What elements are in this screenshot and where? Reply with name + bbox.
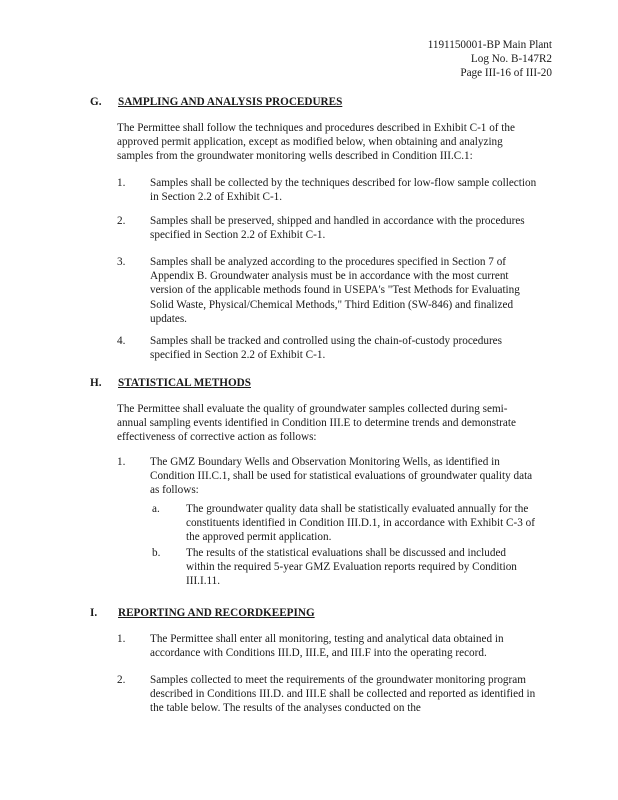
section-letter: I. xyxy=(90,607,98,619)
item-number: 2. xyxy=(117,215,126,227)
section-h-intro: The Permittee shall evaluate the quality of groundwater samples collected during semi-annual sampling events identified in Condition III.E to determine trends and demonstrate effectiveness of corrective action as follows: xyxy=(117,403,516,444)
item-text: Samples shall be collected by the techniques described for low-flow sample collection in Section 2.2 of Exhibit C-1. xyxy=(150,177,537,204)
subitem-text: The results of the statistical evaluations shall be discussed and included within the required 5-year GMZ Evaluation reports required by Condition III.I.11. xyxy=(186,547,517,588)
list-item xyxy=(117,673,537,716)
item-number: 2. xyxy=(117,674,126,686)
document-id: 1191150001-BP Main Plant xyxy=(427,39,552,51)
item-text: Samples shall be analyzed according to the procedures specified in Section 7 of Appendix B. Groundwater analysis must be in accordance with the most current version of the applicable methods found in USEPA's "Test Methods for Evaluating Solid Waste, Physical/Chemical Methods," Third Edition (SW-846) and finalized updates. xyxy=(150,256,520,325)
list-item xyxy=(117,632,537,660)
section-g-heading xyxy=(90,95,342,109)
sub-list-item xyxy=(152,546,537,589)
subitem-letter: a. xyxy=(152,503,160,515)
item-number: 1. xyxy=(117,177,126,189)
section-letter: G. xyxy=(90,96,102,108)
section-title: REPORTING AND RECORDKEEPING xyxy=(118,607,315,619)
section-h-heading xyxy=(90,376,251,390)
sub-list-item xyxy=(152,502,537,545)
item-number: 1. xyxy=(117,456,126,468)
subitem-text: The groundwater quality data shall be statistically evaluated annually for the constituents identified in Condition III.D.1, in accordance with Exhibit C-3 of the approved permit application. xyxy=(186,503,535,544)
item-text: The GMZ Boundary Wells and Observation Monitoring Wells, as identified in Condition III.C.1, shall be used for statistical evaluations of groundwater quality data as follows: xyxy=(150,456,533,497)
item-text: Samples shall be preserved, shipped and handled in accordance with the procedures specified in Section 2.2 of Exhibit C-1. xyxy=(150,215,525,242)
section-letter: H. xyxy=(90,377,102,389)
list-item xyxy=(117,255,537,326)
section-title: SAMPLING AND ANALYSIS PROCEDURES xyxy=(118,96,343,108)
section-g-intro: The Permittee shall follow the techniques and procedures described in Exhibit C-1 of the approved permit application, except as modified below, when obtaining and analyzing samples from the groundwater monitoring wells described in Condition III.C.1: xyxy=(117,122,515,163)
section-title: STATISTICAL METHODS xyxy=(118,377,251,389)
section-i-heading xyxy=(90,606,315,620)
list-item xyxy=(117,455,537,498)
item-text: Samples collected to meet the requirements of the groundwater monitoring program described in Conditions III.D. and III.E shall be collected and reported as identified in the table below. The results of the analyses conducted on the xyxy=(150,674,536,715)
subitem-letter: b. xyxy=(152,547,161,559)
log-number: Log No. B-147R2 xyxy=(470,53,552,66)
item-text: The Permittee shall enter all monitoring, testing and analytical data obtained in accordance with Conditions III.D, III.E, and III.F into the operating record. xyxy=(150,633,504,660)
page-number: Page III-16 of III-20 xyxy=(460,67,552,80)
item-number: 3. xyxy=(117,256,126,268)
list-item xyxy=(117,334,537,362)
item-number: 1. xyxy=(117,633,126,645)
item-number: 4. xyxy=(117,335,126,347)
list-item xyxy=(117,214,537,242)
item-text: Samples shall be tracked and controlled using the chain-of-custody procedures specified in Section 2.2 of Exhibit C-1. xyxy=(150,335,502,362)
list-item xyxy=(117,176,537,204)
page-header xyxy=(428,38,552,81)
